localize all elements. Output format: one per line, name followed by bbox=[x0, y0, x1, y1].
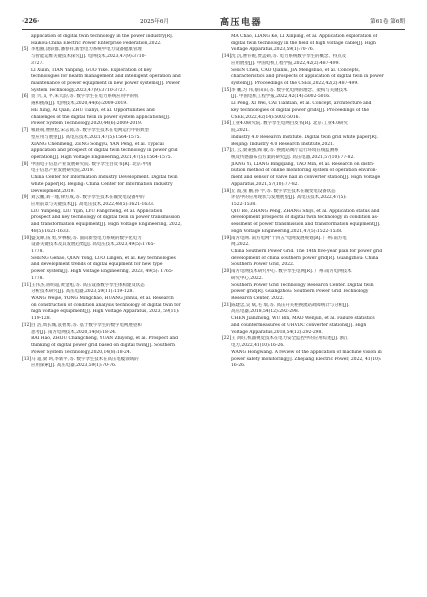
reference-number: [13] bbox=[22, 356, 32, 362]
reference-line: Voltage Apparatus,2023,59(1):70-76. bbox=[231, 47, 315, 53]
header-rule bbox=[22, 29, 405, 30]
reference-entry bbox=[222, 236, 406, 270]
reference-line: 119-128. bbox=[31, 316, 51, 322]
reference-line: 评估中的应用现状与发展展望[J]. 高电压技术,2022,47(5): bbox=[231, 195, 347, 201]
reference-entry bbox=[222, 189, 406, 236]
reference-entry bbox=[22, 357, 206, 370]
reference-line: 思考[J]. 南方电网技术,2020,14(8):18-24. bbox=[31, 329, 117, 335]
reference-text bbox=[231, 121, 406, 148]
reference-line: 应用前景与关键技术[J]. 高电压技术,2022,48(5):1621-1633. bbox=[31, 201, 155, 207]
reference-line: 电子信息产业发展研究院,2019. bbox=[31, 168, 94, 174]
reference-line: High Voltage Engineering,2021,47(5):1522-1538. bbox=[231, 228, 343, 234]
reference-line: 1778. bbox=[31, 249, 44, 254]
reference-line: 沈 沉,曹仟妮,贾孟硕,等. 电力系统数字孪生的概念、特点及 bbox=[231, 54, 347, 60]
reference-line: 中国电子信息产业发展研究院. 数字孪生白皮书[R]. 北京:中国 bbox=[31, 161, 152, 167]
reference-line: Beijing: Industry 4.0 Research Institute,2021. bbox=[231, 141, 335, 147]
reference-entry bbox=[222, 303, 406, 337]
reference-line: 王 鸿旺,机器视觉技术在电力安全监控中的应用综述[J]. 浙江 bbox=[231, 336, 349, 342]
reference-text bbox=[31, 162, 206, 196]
reference-line: 李 鹏,习 伟,蔡田田,等. 数字化电网的理念、架构与关键技术 bbox=[231, 87, 348, 93]
reference-entry bbox=[222, 336, 406, 370]
reference-line: System Technology,2023,47(9):3710-3727. bbox=[31, 87, 127, 93]
reference-line: 相晨萌,曹照松,宋志岗,等. 数字孪生技术在电网运行中的典型 bbox=[31, 128, 149, 134]
reference-line: power system[J]. High Voltage Engineering, 2023, 49(5): 1765- bbox=[31, 269, 174, 275]
reference-line: 盛戈皞,钱 勇,罗林根,等. 面向新型电力系统的数字化电力 bbox=[31, 235, 142, 241]
reference-line: Power System Technology,2020,44(6):2009-2019. bbox=[31, 121, 143, 127]
reference-text bbox=[31, 283, 206, 323]
reference-line: CSEE,2022,42(14):5002-5016. bbox=[231, 114, 300, 120]
reference-line: and countermeasures of UHVDC converter stations[J]. High bbox=[231, 322, 367, 328]
reference-line: LI Peng, XI Wei, CAI Tiantian, et al. Concept, architecture and bbox=[231, 101, 372, 107]
reference-line: Development,2019. bbox=[31, 188, 75, 194]
reference-entry bbox=[222, 121, 406, 148]
reference-line: bution method of online monitoring system of operation environ- bbox=[231, 168, 378, 174]
reference-line: white paper[R]. Beijing: China Center for Information Industry bbox=[31, 181, 173, 187]
issue-date: 2025年6月 bbox=[140, 19, 169, 25]
reference-text bbox=[231, 336, 406, 370]
reference-line: Southern Power Grid Technology Research Center. Digital twin bbox=[231, 282, 374, 288]
references-left-column bbox=[22, 34, 206, 370]
reference-line: 院,2021. bbox=[231, 128, 250, 134]
reference-entry bbox=[222, 269, 406, 303]
reference-line: and development trends of digital equipment for new type bbox=[31, 262, 163, 268]
reference-line: 江 云,梁秉强,陶 敏,等. 换流站阀厅运行环境在线监测系 bbox=[231, 148, 339, 154]
reference-text bbox=[31, 94, 206, 128]
reference-line: WANG Hongwang. A review of the application of machine vision in bbox=[231, 349, 382, 355]
reference-number: [19] bbox=[222, 235, 232, 241]
reference-line: China Southern Power Grid. The 14th five-year plan for power grid bbox=[231, 249, 383, 254]
reference-line: 1778. bbox=[31, 275, 44, 281]
reference-text bbox=[31, 323, 206, 357]
reference-line: 白 浩,周长城,袁智勇,等. 基于数字孪生的数字电网展望和 bbox=[31, 322, 142, 328]
reference-line: prospect and key technology of digital twin in power transmission bbox=[31, 215, 180, 221]
reference-line: application and prospect of digital twin technology in power grid bbox=[31, 148, 178, 154]
reference-number: [11] bbox=[22, 282, 32, 288]
reference-line: JIANG Yi, LIANG Bingqiang, TAO Min, et al. Research on distri- bbox=[231, 161, 375, 167]
page-number: ·226· bbox=[22, 17, 40, 25]
reference-line: 48(5):1621-1633. bbox=[31, 228, 70, 234]
reference-line: thinking of digital power grid based on digital twin[J]. Southern bbox=[31, 343, 175, 349]
reference-text bbox=[231, 54, 406, 88]
reference-entry bbox=[22, 47, 206, 94]
reference-entry bbox=[222, 148, 406, 188]
reference-text bbox=[31, 195, 206, 235]
reference-line: LI Xulin, TIAN Yanping, GUO Yike. Exploration of key bbox=[31, 67, 152, 73]
reference-line: 应用展望[J]. 中国电机工程学报,2022,42(2):487-499. bbox=[231, 60, 340, 66]
reference-entry bbox=[22, 236, 206, 283]
volume-issue: 第61卷 第6期 bbox=[370, 19, 405, 25]
reference-line: and transformation equipment[J]. High Voltage Engineering, 2022, bbox=[31, 222, 182, 228]
reference-line: 16-26. bbox=[231, 363, 246, 369]
reference-number: [5] bbox=[22, 47, 29, 53]
reference-line: China Center for Information Industry Development. Digital twin bbox=[31, 175, 178, 181]
reference-text bbox=[231, 269, 406, 303]
reference-line: high voltage equipment[J]. High Voltage Apparatus, 2023, 59(11): bbox=[31, 309, 180, 315]
reference-number: [21] bbox=[222, 302, 232, 308]
reference-line: XIANG Chenmeng, ZENG Songyu, YAN Peng, et al. Typical bbox=[31, 141, 164, 147]
reference-line: maintenance of power equipment in new power systems[J]. Power bbox=[31, 81, 180, 87]
reference-line: 统及传感器布点方案的研究[J]. 高压电器,2021,57(10):77-82. bbox=[231, 154, 355, 160]
reference-number: [8] bbox=[22, 161, 29, 167]
reference-line: 南方电网技术研究中心. 数字孪生电网[R]. 广州:南方电网技术 bbox=[231, 269, 352, 275]
reference-line: development of china southern power grid[R]. Guangzhou: China bbox=[231, 255, 379, 261]
reference-number: [20] bbox=[222, 269, 232, 275]
reference-line: 1522-1538. bbox=[231, 201, 257, 207]
reference-line: WANG Weijie, YONG Mingchao, HUANG Jinhui, et al. Research bbox=[31, 296, 174, 302]
reference-text bbox=[231, 189, 406, 236]
reference-line: Haikou:China Electric Power Enterprise Federation,2022. bbox=[31, 40, 162, 46]
reference-line: Research Center, 2022. bbox=[231, 296, 284, 302]
reference-line: 李旭丽,饶轶群,潘春祥,新型电力系统中电力设备健康管理 bbox=[31, 47, 142, 53]
reference-line: operation[J]. High Voltage Engineering,2021,47(5):1564-1575. bbox=[31, 154, 173, 160]
reference-entry bbox=[22, 128, 206, 162]
reference-line: challenges of the digital twin in power system applications[J]. bbox=[31, 114, 171, 120]
reference-number: [6] bbox=[22, 94, 29, 100]
reference-number bbox=[22, 34, 31, 47]
reference-line: HE Xing, AI Qian, ZHU Tianyi, et al. Opportunities and bbox=[31, 107, 155, 113]
reference-entry bbox=[22, 323, 206, 357]
reference-line: 研究中心,2022. bbox=[231, 275, 263, 281]
reference-line: 3727. bbox=[31, 60, 44, 66]
reference-entry bbox=[222, 54, 406, 88]
reference-text bbox=[31, 357, 206, 370]
reference-line: Southern Power Grid, 2022. bbox=[231, 262, 295, 268]
page-header bbox=[22, 14, 405, 28]
reference-line: 网,2022. bbox=[231, 242, 250, 248]
reference-number: [15] bbox=[222, 87, 232, 93]
reference-line: sessment of power transmission and transformation equipment[J]. bbox=[231, 222, 381, 228]
reference-entry bbox=[222, 34, 406, 54]
reference-line: technologies for health management and intelligent operation and bbox=[31, 74, 181, 80]
reference-number: [22] bbox=[222, 336, 232, 342]
reference-line: Industry 4.0 Research Institute. Digital twin grid white paper[R]. bbox=[231, 134, 378, 140]
reference-text bbox=[231, 148, 406, 188]
reference-text bbox=[231, 88, 406, 122]
reference-line: Apparatus,2021,57(10):77-82. bbox=[231, 181, 299, 187]
reference-text bbox=[231, 34, 406, 54]
reference-line: 高压电器,2018,54(12):292-298. bbox=[231, 309, 300, 315]
reference-line: system[J]. Proceedings of the CSEE,2022,42(2):487-499. bbox=[231, 81, 359, 87]
reference-number: [9] bbox=[22, 195, 29, 201]
reference-line: QIU Bo, ZHANG Peng, ZHANG Shiyi, et al. Application status and bbox=[231, 208, 380, 214]
reference-line: digital twin technology in the field of high voltage cable[J]. High bbox=[231, 40, 376, 46]
reference-line: 与智能运维关键技术探究[J]. 电网技术,2023,47(9):3710- bbox=[31, 54, 146, 60]
reference-number: [7] bbox=[22, 128, 29, 134]
reference-line: 刘云鹏,刘一瑾,律方成,等. 数字孪生技术在输变电设备中的 bbox=[31, 195, 145, 201]
reference-line: 王伟杰,蒋明超,黄金旭,等. 高压设备数字孪生体构建及状态 bbox=[31, 282, 145, 288]
reference-text bbox=[231, 236, 406, 270]
reference-line: MA Chao, LIANG Ke, LI Xinping, et al. Application exploration of bbox=[231, 34, 378, 39]
reference-line: 丘 波,张 鹏,孙 学,等. 数字孪生技术在输变电设备状态 bbox=[231, 188, 336, 194]
reference-line: characteristics and prospects of application of digital twin in power bbox=[231, 74, 384, 80]
reference-line: 马 超,梁 珂,李新平,等. 数字孪生技术在高压电缆领域的 bbox=[31, 356, 139, 362]
reference-line: application of digital twin technology in the power industry[R]. bbox=[31, 34, 174, 39]
reference-number: [12] bbox=[22, 322, 32, 328]
reference-entry bbox=[22, 195, 206, 235]
reference-entry bbox=[22, 34, 206, 47]
reference-line: LIU Yunpeng, LIU Yijin, LYU Fangcheng, et al. Application bbox=[31, 208, 163, 214]
reference-number: [14] bbox=[222, 54, 232, 60]
reference-line: 型应用与展望[J]. 高电压技术,2021,47(5):1564-1575. bbox=[31, 134, 141, 140]
reference-line: 分析技术研究[J]. 高压电器,2023,59(11):119-128. bbox=[31, 289, 134, 295]
reference-line: CHEN Jianzhong, WU Bin, MAO Wenjun, et al. Failure statistics bbox=[231, 316, 375, 322]
reference-line: key technologies of digital power grids[J]. Proceedings of the bbox=[231, 107, 369, 113]
reference-entry bbox=[22, 162, 206, 196]
reference-line: BAI Hao, ZHOU Changcheng, YUAN Zhiyong, et al. Prospect and bbox=[31, 336, 178, 342]
reference-number: [17] bbox=[222, 148, 232, 154]
reference-line: 应用探索[J]. 高压电器,2023,59(1):70-76. bbox=[31, 363, 117, 369]
reference-entry bbox=[22, 94, 206, 128]
reference-line: 电力,2022,41(10):16-26. bbox=[231, 343, 285, 349]
references-right-column bbox=[222, 34, 406, 370]
reference-text bbox=[31, 128, 206, 162]
reference-line: 南方电网. 南方电网"十四五"电网发展规划[R]. 广州:南方电 bbox=[231, 235, 347, 241]
journal-name: 高压电器 bbox=[220, 17, 263, 28]
reference-line: power safety monitoring[J]. Zhejiang Electric Power, 2022, 41(10): bbox=[231, 356, 382, 362]
reference-number: [18] bbox=[222, 188, 232, 194]
reference-text bbox=[31, 236, 206, 283]
reference-line: 工业4.0研究院. 数字孪生电网白皮书[R]. 北京:工业4.0研究 bbox=[231, 121, 348, 127]
reference-entry bbox=[22, 283, 206, 323]
reference-number: [16] bbox=[222, 121, 232, 127]
reference-entry bbox=[222, 88, 406, 122]
reference-number: [10] bbox=[22, 235, 32, 241]
reference-text bbox=[31, 47, 206, 94]
reference-line: 遇和挑战[J]. 电网技术,2020,44(6):2009-2019. bbox=[31, 101, 128, 107]
reference-line: 陈建忠,吴 斌,毛 瑞,等. 高压开关柜换流站故障统计与分析[J]. bbox=[231, 302, 350, 308]
reference-line: Voltage Apparatus,2018,54(12):292-298. bbox=[231, 329, 323, 335]
reference-text bbox=[231, 303, 406, 337]
reference-line: [J]. 中国电机工程学报,2022,42(14):5002-5016. bbox=[231, 94, 331, 100]
reference-line: power grid[R]. Guangzhou: Southern Power Grid Technology bbox=[231, 289, 369, 295]
reference-line: on construction of condition analysis technology of digital twin for bbox=[31, 302, 181, 308]
reference-line: ment and sensor of valve hall in converter station[J]. High Voltage bbox=[231, 175, 381, 181]
reference-line: 贺 兴,艾 芊,朱天韵,等. 数字孪生在电力系统应用中的机 bbox=[31, 94, 139, 100]
reference-line: Power System Technology,2020,14(8):18-24. bbox=[31, 349, 132, 355]
reference-text bbox=[31, 34, 206, 47]
reference-number bbox=[222, 34, 231, 54]
reference-line: development prospects of digital twin technology in condition as- bbox=[231, 215, 379, 221]
reference-line: SHEN Chen, CAO Qianni, JIA Mengshuo, et al. Concepts, bbox=[231, 67, 360, 73]
reference-line: SHENG Gehao, QIAN Yong, LUO Lingen, et al. Key technologies bbox=[31, 255, 176, 261]
reference-line: 设备关键技术及其发展趋势[J]. 高电压技术,2023,49(5):1765- bbox=[31, 242, 155, 248]
